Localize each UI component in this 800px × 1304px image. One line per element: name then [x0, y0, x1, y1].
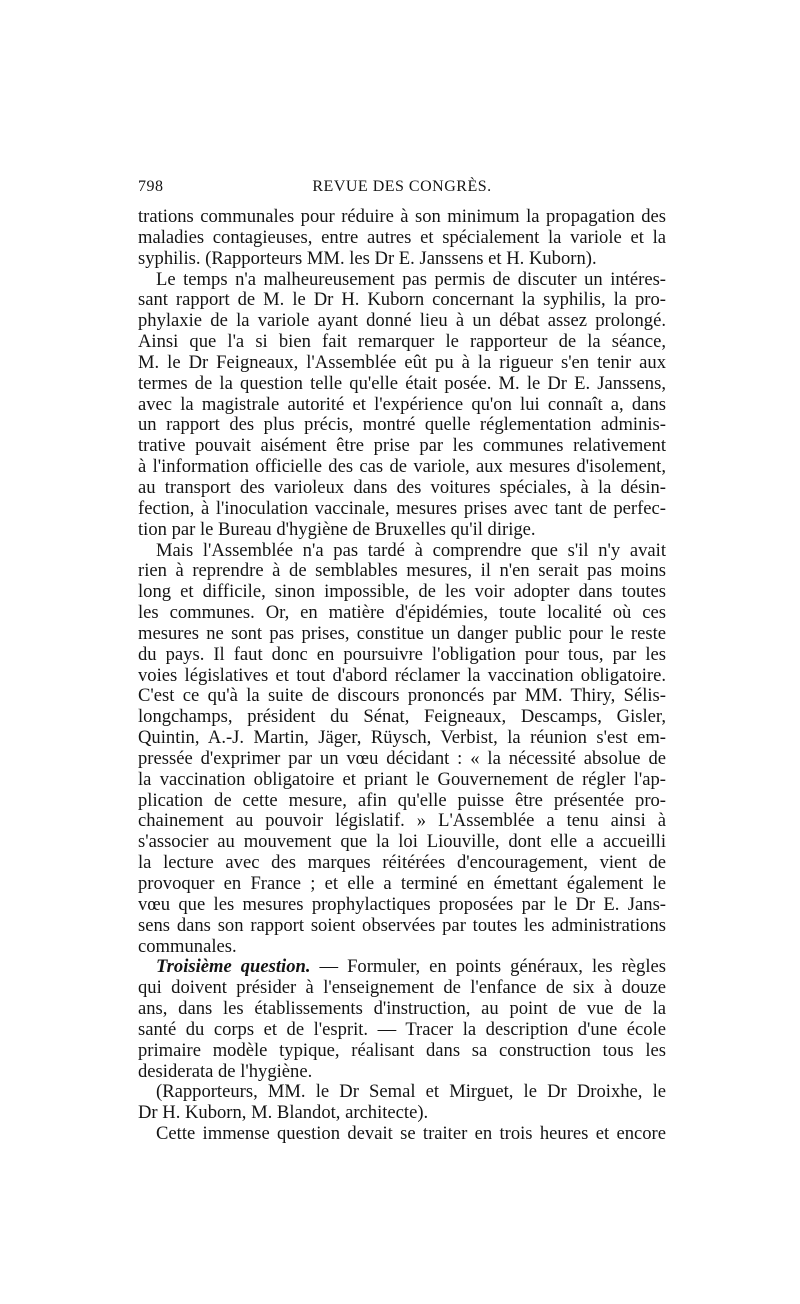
text-line: desiderata de l'hygiène. [138, 1061, 313, 1082]
text-line: Cette immense question devait se traiter en trois heures et encore [156, 1124, 666, 1145]
text-line: chainement au pouvoir législatif. » L'Assemblée a tenu ainsi à [138, 811, 666, 832]
body-text [138, 207, 666, 1145]
text-line: ans, dans les établissements d'instruction, au point de vue de la [138, 999, 666, 1020]
section-heading: Troisième question. [156, 957, 311, 978]
text-line: vœu que les mesures prophylactiques proposées par le Dr E. Jans- [138, 894, 666, 915]
text-line: provoquer en France ; et elle a terminé en émettant également le [138, 874, 666, 894]
text-line: trations communales pour réduire à son minimum la propagation des [138, 207, 666, 227]
text-line: M. le Dr Feigneaux, l'Assemblée eût pu à la rigueur s'en tenir aux [138, 352, 666, 373]
running-head [138, 178, 666, 200]
text-line: avec la magistrale autorité et l'expérience qu'on lui connaît a, dans [138, 394, 666, 415]
text-line: sens dans son rapport soient observées par toutes les administrations [138, 915, 666, 936]
text-line: phylaxie de la variole ayant donné lieu à un débat assez prolongé. [138, 311, 666, 332]
text-line: Mais l'Assemblée n'a pas tardé à comprendre que s'il n'y avait [156, 540, 666, 561]
text-line: qui doivent présider à l'enseignement de l'enfance de six à douze [138, 978, 666, 999]
text-line: Le temps n'a malheureusement pas permis de discuter un intéres- [156, 269, 666, 290]
text-line: la lecture avec des marques réitérées d'encouragement, vient de [138, 853, 666, 874]
text-line: trative pouvait aisément être prise par les communes relativement [138, 436, 666, 457]
text-line: Ainsi que l'a si bien fait remarquer le rapporteur de la séance, [138, 332, 666, 353]
text-line: maladies contagieuses, entre autres et spécialement la variole et la [138, 227, 666, 248]
text-line: s'associer au mouvement que la loi Liouville, dont elle a accueilli [138, 832, 666, 853]
text-line: termes de la question telle qu'elle était posée. M. le Dr E. Janssens, [138, 373, 666, 394]
section-heading-line [138, 957, 666, 978]
text-line: au transport des varioleux dans des voitures spéciales, à la désin- [138, 477, 666, 498]
text-line: pressée d'exprimer par un vœu décidant : « la nécessité absolue de [138, 748, 666, 769]
text-line: la vaccination obligatoire et priant le Gouvernement de régler l'ap- [138, 769, 666, 790]
text-line: syphilis. (Rapporteurs MM. les Dr E. Janssens et H. Kuborn). [138, 248, 597, 269]
text-line: du pays. Il faut donc en poursuivre l'obligation pour tous, par les [138, 644, 666, 665]
text-line: voies législatives et tout d'abord réclamer la vaccination obligatoire. [138, 665, 666, 686]
text-line: long et difficile, sinon impossible, de les voir adopter dans toutes [138, 582, 666, 603]
text-line: rien à reprendre à de semblables mesures, il n'en serait pas moins [138, 561, 666, 582]
running-title: REVUE DES CONGRÈS. [312, 178, 492, 195]
text-line: Dr H. Kuborn, M. Blandot, architecte). [138, 1103, 429, 1124]
text-line: mesures ne sont pas prises, constitue un danger public pour le reste [138, 623, 666, 644]
text-segment: — Formuler, en points généraux, les règles [319, 957, 666, 978]
text-line: Quintin, A.-J. Martin, Jäger, Rüysch, Verbist, la réunion s'est em- [138, 728, 666, 749]
text-line: longchamps, président du Sénat, Feigneaux, Descamps, Gisler, [138, 707, 666, 728]
text-line: un rapport des plus précis, montré quelle réglementation adminis- [138, 415, 666, 436]
text-line: plication de cette mesure, afin qu'elle puisse être présentée pro- [138, 790, 666, 811]
text-line: sant rapport de M. le Dr H. Kuborn concernant la syphilis, la pro- [138, 290, 666, 311]
text-line: communales. [138, 936, 237, 957]
text-line: primaire modèle typique, réalisant dans sa construction tous les [138, 1040, 666, 1061]
text-line: les communes. Or, en matière d'épidémies, toute localité où ces [138, 603, 666, 624]
page-number: 798 [138, 178, 164, 195]
text-line: tion par le Bureau d'hygiène de Bruxelles qu'il dirige. [138, 519, 536, 540]
text-line: à l'information officielle des cas de variole, aux mesures d'isolement, [138, 457, 666, 478]
text-line: C'est ce qu'à la suite de discours prononcés par MM. Thiry, Sélis- [138, 686, 666, 707]
text-line: (Rapporteurs, MM. le Dr Semal et Mirguet, le Dr Droixhe, le [156, 1082, 666, 1103]
text-line: santé du corps et de l'esprit. — Tracer la description d'une école [138, 1019, 666, 1040]
text-line: fection, à l'inoculation vaccinale, mesures prises avec tant de perfec- [138, 498, 666, 519]
